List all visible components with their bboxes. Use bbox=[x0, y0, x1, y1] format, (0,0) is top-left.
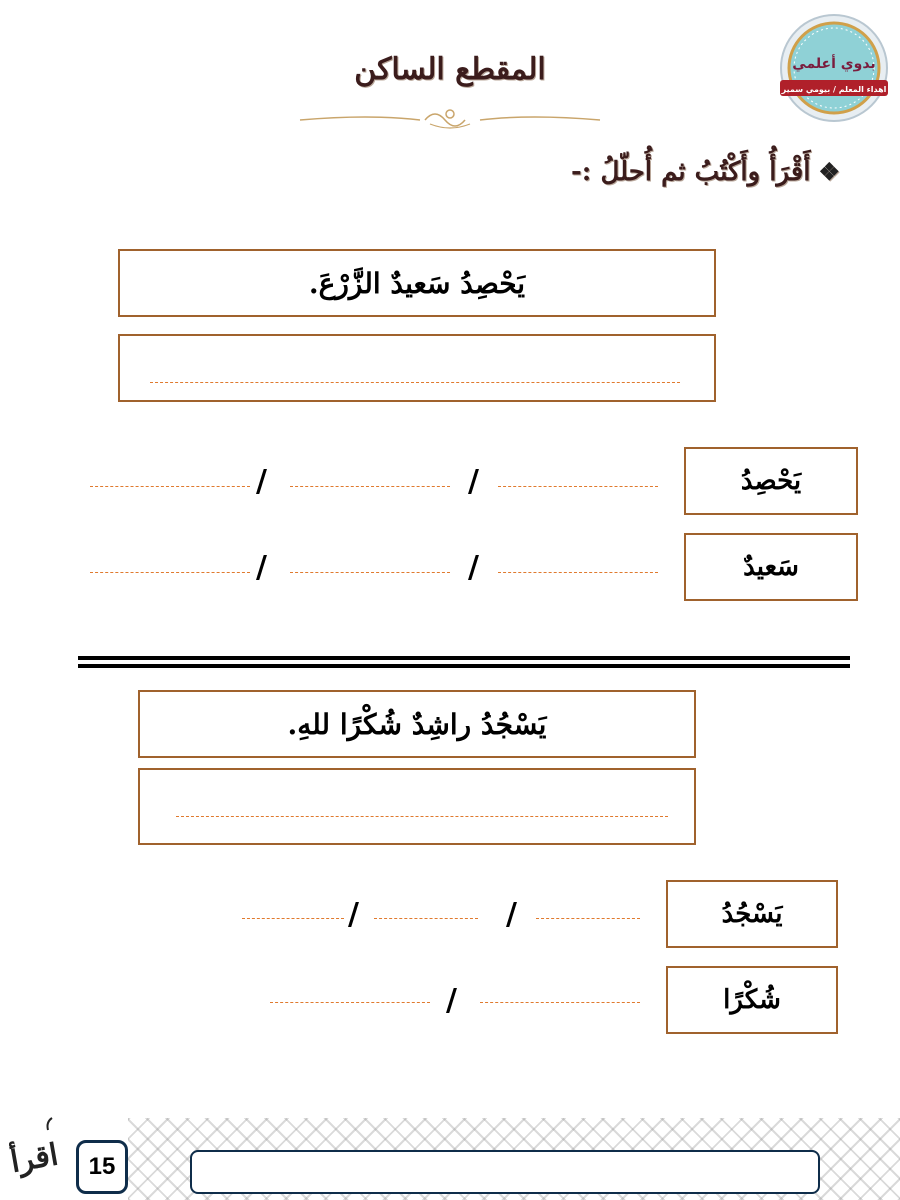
word-box-3: يَسْجُدُ bbox=[666, 880, 838, 948]
divider bbox=[78, 664, 850, 668]
instruction-text: أَقْرَأُ وأَكْتُبُ ثم أُحلّلُ :- bbox=[571, 157, 811, 187]
writing-box-1[interactable] bbox=[118, 334, 716, 402]
page-number: 15 bbox=[76, 1140, 128, 1194]
answer-line[interactable] bbox=[290, 572, 450, 573]
separator: / bbox=[256, 550, 267, 585]
answer-line[interactable] bbox=[90, 572, 250, 573]
logo-top-text: بدوي أعلمي bbox=[792, 56, 876, 72]
separator: / bbox=[468, 464, 479, 499]
diamond-bullet-icon: ❖ bbox=[818, 157, 840, 186]
separator: / bbox=[446, 983, 457, 1018]
word-box-4: شُكْرًا bbox=[666, 966, 838, 1034]
separator: / bbox=[348, 897, 359, 932]
answer-line[interactable] bbox=[290, 486, 450, 487]
divider bbox=[78, 656, 850, 660]
answer-line[interactable] bbox=[90, 486, 250, 487]
separator: / bbox=[506, 897, 517, 932]
footer-box bbox=[190, 1150, 820, 1194]
answer-line[interactable] bbox=[374, 918, 478, 919]
writing-line bbox=[176, 816, 668, 817]
separator: / bbox=[468, 550, 479, 585]
logo bbox=[773, 12, 895, 124]
word-box-2: سَعيدٌ bbox=[684, 533, 858, 601]
writing-line bbox=[150, 382, 680, 383]
svg-text:اقرأ: اقرأ bbox=[7, 1137, 61, 1181]
sentence-box-1: يَحْصِدُ سَعيدٌ الزَّرْعَ. bbox=[118, 249, 716, 317]
sentence-box-2: يَسْجُدُ راشِدٌ شُكْرًا للهِ. bbox=[138, 690, 696, 758]
iqra-calligraphy bbox=[4, 1108, 68, 1196]
answer-line[interactable] bbox=[498, 572, 658, 573]
answer-line[interactable] bbox=[498, 486, 658, 487]
answer-line[interactable] bbox=[270, 1002, 430, 1003]
title-ornament bbox=[290, 104, 610, 134]
answer-line[interactable] bbox=[242, 918, 344, 919]
logo-banner-text: • اهداء المعلم / بيومي سمير • bbox=[773, 85, 895, 94]
writing-box-2[interactable] bbox=[138, 768, 696, 845]
separator: / bbox=[256, 464, 267, 499]
answer-line[interactable] bbox=[536, 918, 640, 919]
word-box-1: يَحْصِدُ bbox=[684, 447, 858, 515]
page-title: المقطع الساكن bbox=[354, 52, 546, 87]
instruction bbox=[450, 157, 840, 187]
answer-line[interactable] bbox=[480, 1002, 640, 1003]
